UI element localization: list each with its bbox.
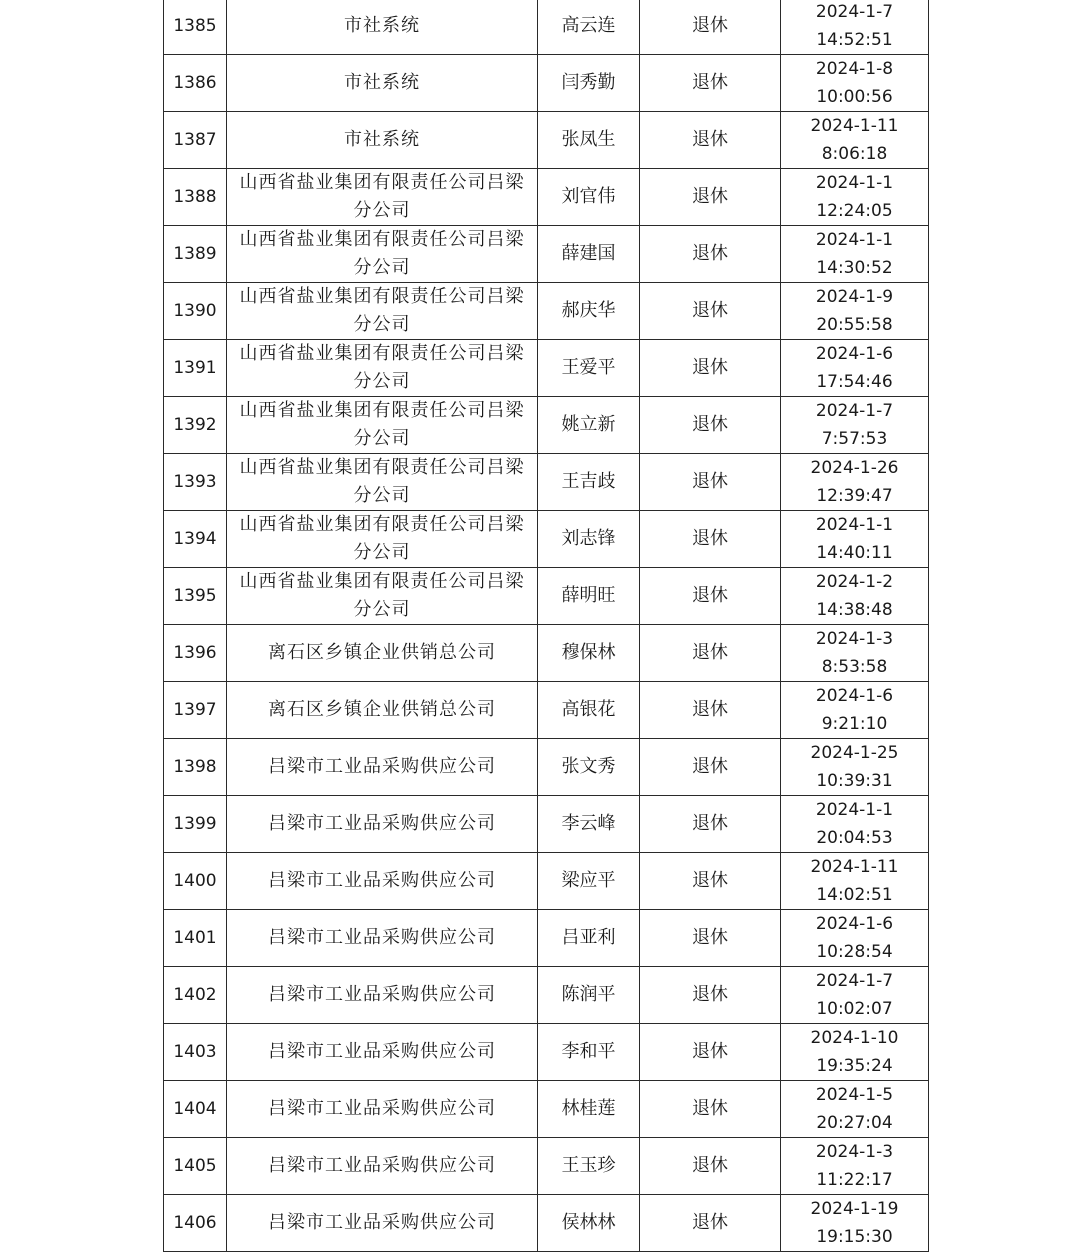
- date-text: 2024-1-1: [815, 173, 894, 193]
- datetime-cell: [781, 796, 929, 853]
- table-row: [164, 340, 929, 397]
- row-number-cell: 1405: [164, 1138, 227, 1195]
- status-cell: 退休: [640, 340, 781, 397]
- date-text: 2024-1-10: [810, 1028, 899, 1048]
- row-number-cell: 1385: [164, 0, 227, 55]
- table-row: [164, 1138, 929, 1195]
- time-text: 14:30:52: [816, 258, 893, 278]
- status-cell: 退休: [640, 910, 781, 967]
- datetime-cell: [781, 0, 929, 55]
- date-text: 2024-1-11: [810, 857, 899, 877]
- person-name-cell: 王爱平: [538, 340, 640, 397]
- unit-cell: 吕梁市工业品采购供应公司: [227, 967, 538, 1024]
- row-number-cell: 1396: [164, 625, 227, 682]
- status-cell: 退休: [640, 1081, 781, 1138]
- datetime-cell: [781, 1195, 929, 1252]
- row-number-cell: 1404: [164, 1081, 227, 1138]
- datetime-cell: [781, 226, 929, 283]
- time-text: 12:39:47: [816, 486, 893, 506]
- person-name-cell: 刘志锋: [538, 511, 640, 568]
- datetime-cell: [781, 682, 929, 739]
- person-name-cell: 郝庆华: [538, 283, 640, 340]
- datetime-cell: [781, 568, 929, 625]
- time-text: 19:35:24: [816, 1056, 893, 1076]
- record-table: [163, 0, 929, 1252]
- table-row: [164, 55, 929, 112]
- status-cell: 退休: [640, 397, 781, 454]
- date-text: 2024-1-1: [815, 800, 894, 820]
- table-row: [164, 967, 929, 1024]
- table-row: [164, 739, 929, 796]
- row-number-cell: 1394: [164, 511, 227, 568]
- person-name-cell: 王玉珍: [538, 1138, 640, 1195]
- date-text: 2024-1-6: [815, 686, 894, 706]
- unit-cell: 吕梁市工业品采购供应公司: [227, 910, 538, 967]
- person-name-cell: 高云连: [538, 0, 640, 55]
- row-number-cell: 1395: [164, 568, 227, 625]
- date-text: 2024-1-26: [810, 458, 899, 478]
- row-number-cell: 1402: [164, 967, 227, 1024]
- date-text: 2024-1-9: [815, 287, 894, 307]
- unit-cell: 吕梁市工业品采购供应公司: [227, 1024, 538, 1081]
- date-text: 2024-1-3: [815, 1142, 894, 1162]
- row-number-cell: 1398: [164, 739, 227, 796]
- datetime-cell: [781, 1138, 929, 1195]
- status-cell: 退休: [640, 55, 781, 112]
- row-number-cell: 1387: [164, 112, 227, 169]
- table-row: [164, 226, 929, 283]
- unit-cell: 山西省盐业集团有限责任公司吕梁分公司: [227, 283, 538, 340]
- time-text: 14:38:48: [816, 600, 893, 620]
- datetime-cell: [781, 283, 929, 340]
- person-name-cell: 李和平: [538, 1024, 640, 1081]
- datetime-cell: [781, 55, 929, 112]
- datetime-cell: [781, 625, 929, 682]
- person-name-cell: 张文秀: [538, 739, 640, 796]
- person-name-cell: 姚立新: [538, 397, 640, 454]
- time-text: 20:27:04: [816, 1113, 893, 1133]
- person-name-cell: 张凤生: [538, 112, 640, 169]
- status-cell: 退休: [640, 625, 781, 682]
- status-cell: 退休: [640, 1024, 781, 1081]
- time-text: 10:00:56: [816, 87, 893, 107]
- status-cell: 退休: [640, 283, 781, 340]
- status-cell: 退休: [640, 511, 781, 568]
- time-text: 7:57:53: [821, 429, 888, 449]
- table-row: [164, 511, 929, 568]
- row-number-cell: 1406: [164, 1195, 227, 1252]
- datetime-cell: [781, 1081, 929, 1138]
- unit-cell: 吕梁市工业品采购供应公司: [227, 1138, 538, 1195]
- time-text: 17:54:46: [816, 372, 893, 392]
- unit-cell: 市社系统: [227, 55, 538, 112]
- table-row: [164, 910, 929, 967]
- unit-cell: 离石区乡镇企业供销总公司: [227, 682, 538, 739]
- table-row: [164, 568, 929, 625]
- status-cell: 退休: [640, 739, 781, 796]
- date-text: 2024-1-2: [815, 572, 894, 592]
- datetime-cell: [781, 853, 929, 910]
- date-text: 2024-1-6: [815, 344, 894, 364]
- time-text: 8:06:18: [821, 144, 888, 164]
- person-name-cell: 林桂莲: [538, 1081, 640, 1138]
- date-text: 2024-1-7: [815, 971, 894, 991]
- table-row: [164, 853, 929, 910]
- table-row: [164, 625, 929, 682]
- unit-cell: 离石区乡镇企业供销总公司: [227, 625, 538, 682]
- status-cell: 退休: [640, 853, 781, 910]
- table-row: [164, 1024, 929, 1081]
- unit-cell: 山西省盐业集团有限责任公司吕梁分公司: [227, 511, 538, 568]
- unit-cell: 吕梁市工业品采购供应公司: [227, 1195, 538, 1252]
- unit-cell: 山西省盐业集团有限责任公司吕梁分公司: [227, 454, 538, 511]
- unit-cell: 市社系统: [227, 112, 538, 169]
- table-row: [164, 1195, 929, 1252]
- unit-cell: 山西省盐业集团有限责任公司吕梁分公司: [227, 397, 538, 454]
- person-name-cell: 闫秀勤: [538, 55, 640, 112]
- unit-cell: 山西省盐业集团有限责任公司吕梁分公司: [227, 169, 538, 226]
- unit-cell: 市社系统: [227, 0, 538, 55]
- date-text: 2024-1-8: [815, 59, 894, 79]
- person-name-cell: 吕亚利: [538, 910, 640, 967]
- date-text: 2024-1-11: [810, 116, 899, 136]
- person-name-cell: 薛建国: [538, 226, 640, 283]
- row-number-cell: 1397: [164, 682, 227, 739]
- time-text: 10:28:54: [816, 942, 893, 962]
- status-cell: 退休: [640, 682, 781, 739]
- status-cell: 退休: [640, 1195, 781, 1252]
- date-text: 2024-1-5: [815, 1085, 894, 1105]
- status-cell: 退休: [640, 169, 781, 226]
- datetime-cell: [781, 739, 929, 796]
- datetime-cell: [781, 1024, 929, 1081]
- row-number-cell: 1390: [164, 283, 227, 340]
- time-text: 20:55:58: [816, 315, 893, 335]
- table-row: [164, 796, 929, 853]
- date-text: 2024-1-25: [810, 743, 899, 763]
- time-text: 10:39:31: [816, 771, 893, 791]
- row-number-cell: 1393: [164, 454, 227, 511]
- status-cell: 退休: [640, 0, 781, 55]
- status-cell: 退休: [640, 568, 781, 625]
- datetime-cell: [781, 112, 929, 169]
- datetime-cell: [781, 967, 929, 1024]
- row-number-cell: 1392: [164, 397, 227, 454]
- date-text: 2024-1-1: [815, 515, 894, 535]
- time-text: 14:40:11: [816, 543, 893, 563]
- table-row: [164, 0, 929, 55]
- table-row: [164, 454, 929, 511]
- person-name-cell: 王吉歧: [538, 454, 640, 511]
- datetime-cell: [781, 511, 929, 568]
- datetime-cell: [781, 340, 929, 397]
- table-row: [164, 169, 929, 226]
- table-row: [164, 1081, 929, 1138]
- table-row: [164, 112, 929, 169]
- time-text: 11:22:17: [816, 1170, 893, 1190]
- person-name-cell: 侯林林: [538, 1195, 640, 1252]
- unit-cell: 山西省盐业集团有限责任公司吕梁分公司: [227, 226, 538, 283]
- datetime-cell: [781, 910, 929, 967]
- date-text: 2024-1-19: [810, 1199, 899, 1219]
- date-text: 2024-1-7: [815, 2, 894, 22]
- row-number-cell: 1388: [164, 169, 227, 226]
- row-number-cell: 1391: [164, 340, 227, 397]
- time-text: 9:21:10: [821, 714, 888, 734]
- table-row: [164, 397, 929, 454]
- status-cell: 退休: [640, 967, 781, 1024]
- time-text: 14:52:51: [816, 30, 893, 50]
- time-text: 19:15:30: [816, 1227, 893, 1247]
- person-name-cell: 穆保林: [538, 625, 640, 682]
- datetime-cell: [781, 454, 929, 511]
- person-name-cell: 刘官伟: [538, 169, 640, 226]
- time-text: 20:04:53: [816, 828, 893, 848]
- row-number-cell: 1386: [164, 55, 227, 112]
- row-number-cell: 1400: [164, 853, 227, 910]
- datetime-cell: [781, 397, 929, 454]
- row-number-cell: 1403: [164, 1024, 227, 1081]
- record-table-body: [164, 0, 929, 1252]
- table-row: [164, 682, 929, 739]
- unit-cell: 吕梁市工业品采购供应公司: [227, 739, 538, 796]
- person-name-cell: 陈润平: [538, 967, 640, 1024]
- row-number-cell: 1401: [164, 910, 227, 967]
- unit-cell: 吕梁市工业品采购供应公司: [227, 853, 538, 910]
- status-cell: 退休: [640, 226, 781, 283]
- row-number-cell: 1399: [164, 796, 227, 853]
- table-row: [164, 283, 929, 340]
- time-text: 14:02:51: [816, 885, 893, 905]
- status-cell: 退休: [640, 454, 781, 511]
- status-cell: 退休: [640, 1138, 781, 1195]
- datetime-cell: [781, 169, 929, 226]
- time-text: 12:24:05: [816, 201, 893, 221]
- date-text: 2024-1-7: [815, 401, 894, 421]
- date-text: 2024-1-3: [815, 629, 894, 649]
- person-name-cell: 薛明旺: [538, 568, 640, 625]
- unit-cell: 吕梁市工业品采购供应公司: [227, 1081, 538, 1138]
- record-table-container: [163, 0, 928, 1252]
- date-text: 2024-1-6: [815, 914, 894, 934]
- time-text: 10:02:07: [816, 999, 893, 1019]
- date-text: 2024-1-1: [815, 230, 894, 250]
- status-cell: 退休: [640, 796, 781, 853]
- person-name-cell: 梁应平: [538, 853, 640, 910]
- unit-cell: 山西省盐业集团有限责任公司吕梁分公司: [227, 568, 538, 625]
- time-text: 8:53:58: [821, 657, 888, 677]
- unit-cell: 吕梁市工业品采购供应公司: [227, 796, 538, 853]
- unit-cell: 山西省盐业集团有限责任公司吕梁分公司: [227, 340, 538, 397]
- person-name-cell: 高银花: [538, 682, 640, 739]
- person-name-cell: 李云峰: [538, 796, 640, 853]
- row-number-cell: 1389: [164, 226, 227, 283]
- status-cell: 退休: [640, 112, 781, 169]
